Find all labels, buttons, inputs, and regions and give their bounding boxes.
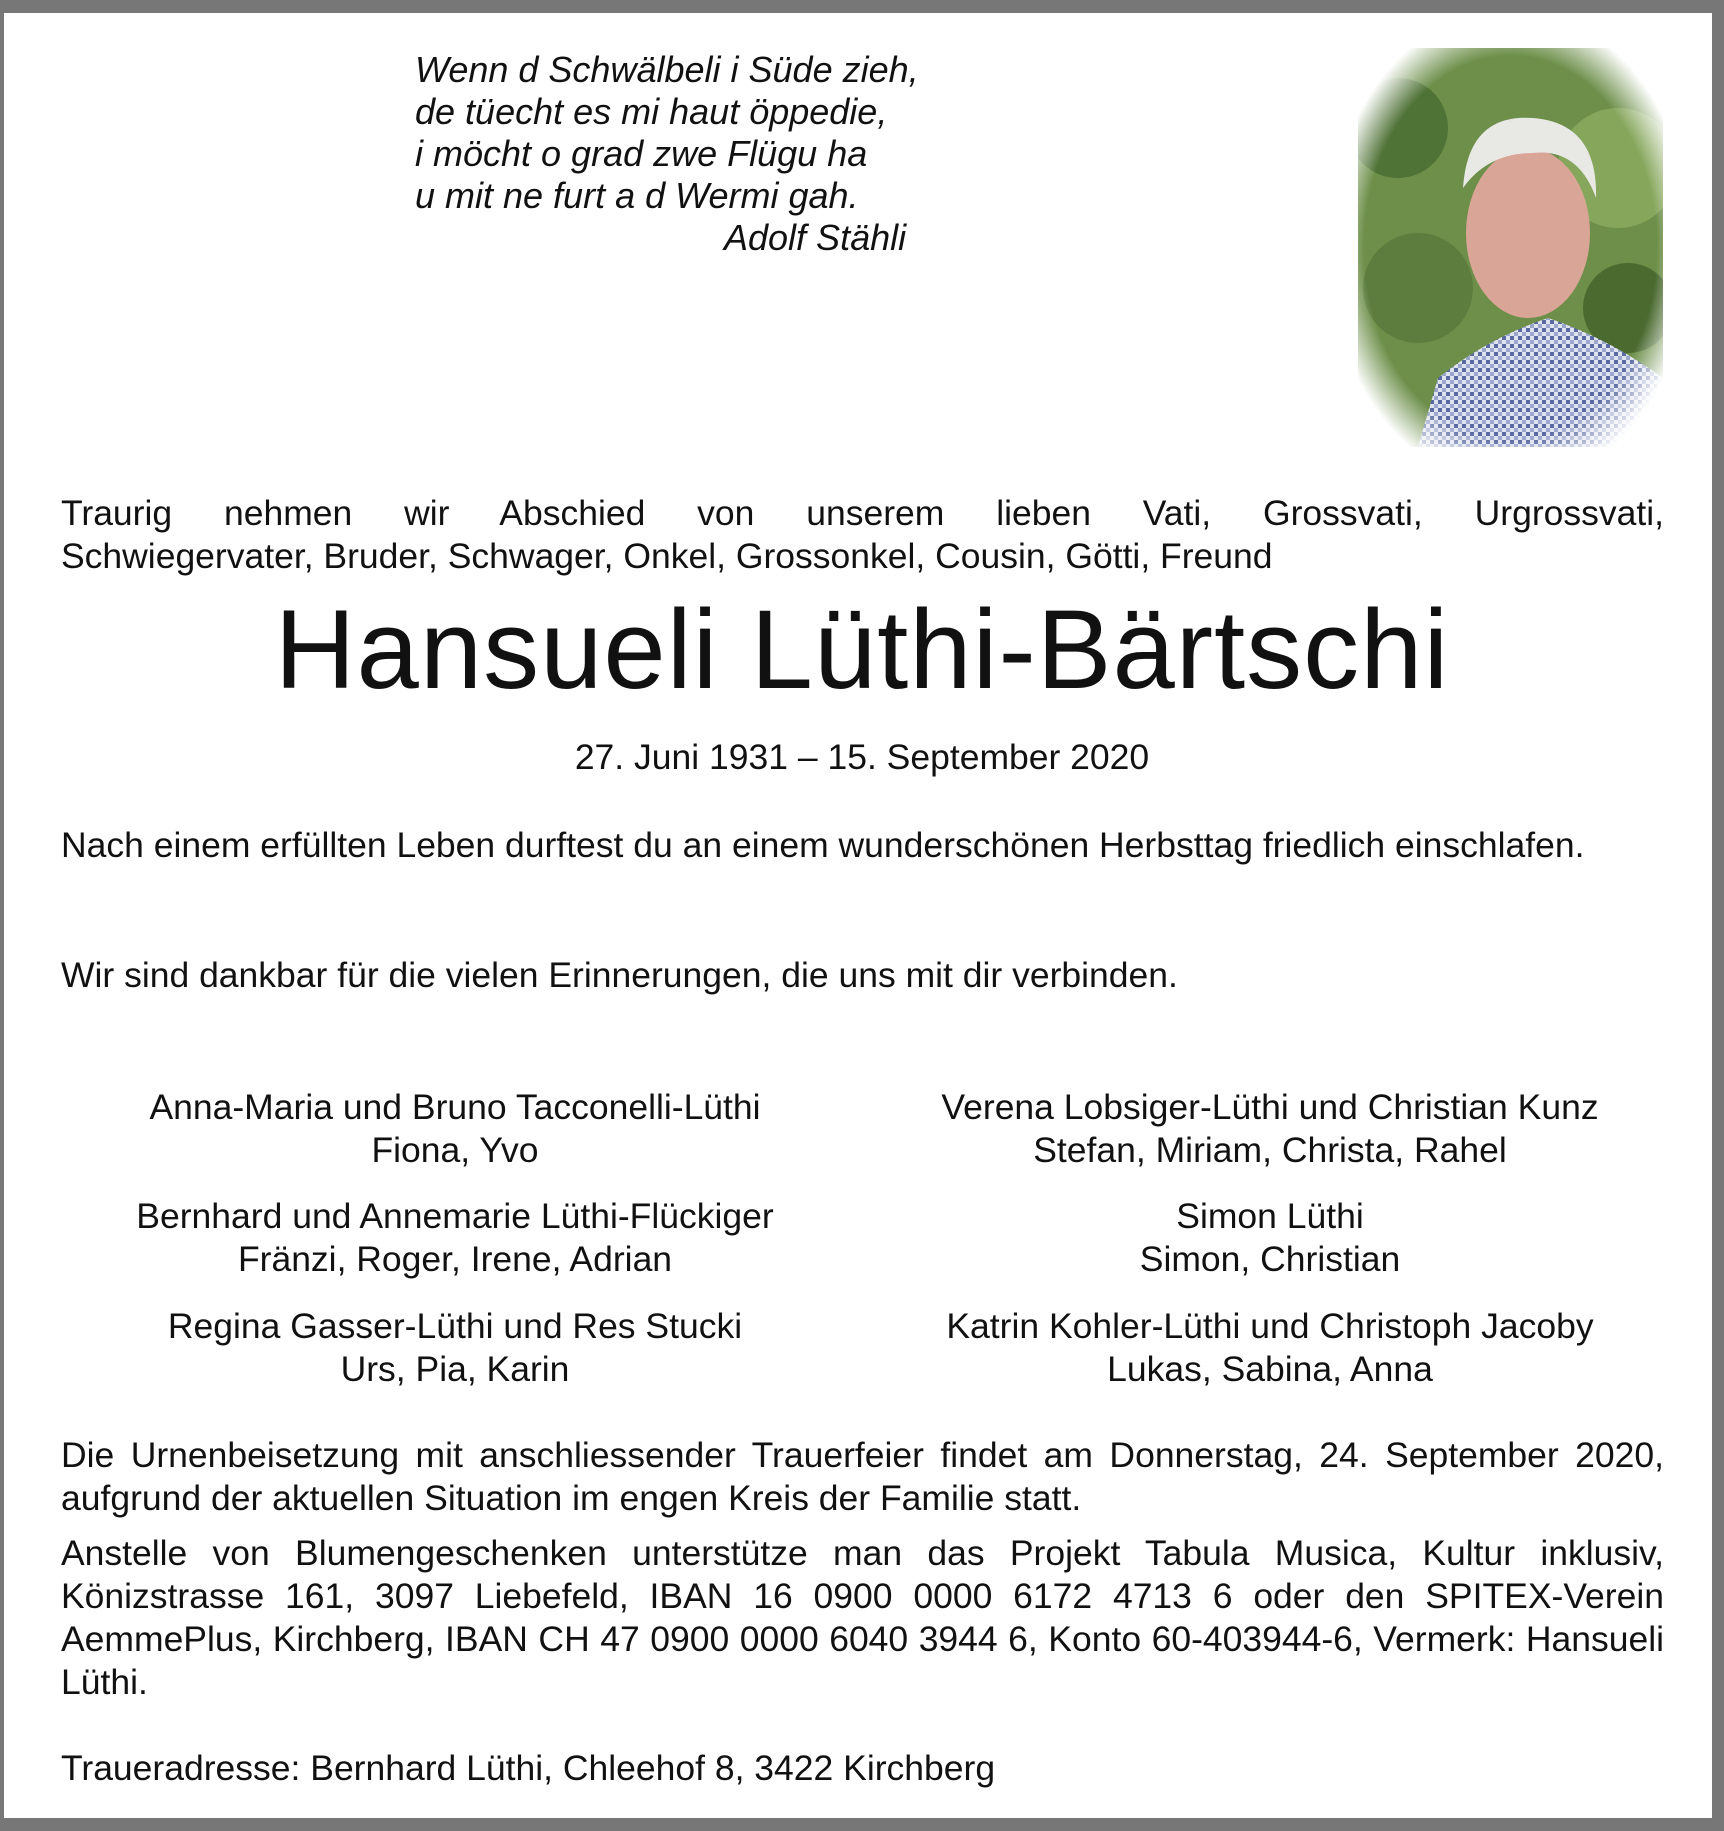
family-names: Regina Gasser-Lüthi und Res Stucki [167,1306,743,1346]
deceased-name: Hansueli Lüthi-Bärtschi [274,587,1450,712]
family-names: Bernhard und Annemarie Lüthi-Flückiger [136,1196,774,1236]
life-dates: 27. Juni 1931 – 15. September 2020 [574,737,1150,777]
poem-line: i möcht o grad zwe Flügu ha [415,133,868,174]
intro-line-2: Schwiegervater, Bruder, Schwager, Onkel, Grossonkel, Cousin, Götti, Freund [61,536,1273,576]
ceremony-info: Die Urnenbeisetzung mit anschliessender Trauerfeier findet am Donnerstag, 24. September 2020, aufgrund der aktuellen Situation im engen Kreis der Familie statt. [61,1435,1664,1518]
poem-line: de tüecht es mi haut öppedie, [415,91,888,132]
family-entry [55,1305,855,1391]
mourning-address: Traueradresse: Bernhard Lüthi, Chleehof 8, 3422 Kirchberg [61,1748,996,1788]
family-names: Verena Lobsiger-Lüthi und Christian Kunz [941,1087,1599,1127]
poem [415,49,919,259]
family-names: Anna-Maria und Bruno Tacconelli-Lüthi [149,1087,761,1127]
family-entry [870,1195,1670,1281]
family-children: Simon, Christian [1139,1239,1401,1279]
family-entry [55,1195,855,1281]
poem-line: Wenn d Schwälbeli i Süde zieh, [415,49,919,90]
family-children: Lukas, Sabina, Anna [1107,1349,1433,1389]
poem-line: u mit ne furt a d Wermi gah. [415,175,859,216]
family-entry [870,1305,1670,1391]
portrait-photo [1358,48,1663,447]
family-entry [55,1086,855,1172]
obituary-page [4,13,1712,1818]
family-children: Urs, Pia, Karin [340,1349,570,1389]
poem-author: Adolf Stähli [724,217,907,258]
family-children: Fiona, Yvo [371,1130,539,1170]
family-names: Simon Lüthi [1176,1196,1364,1236]
intro-line-1: Traurig nehmen wir Abschied von unserem lieben Vati, Grossvati, Urgrossvati, [61,493,1664,533]
text-peaceful: Nach einem erfüllten Leben durftest du an einem wunderschönen Herbsttag friedlich einschlafen. [61,825,1585,865]
family-children: Fränzi, Roger, Irene, Adrian [237,1239,673,1279]
family-entry [870,1086,1670,1172]
family-children: Stefan, Miriam, Christa, Rahel [1033,1130,1507,1170]
text-grateful: Wir sind dankbar für die vielen Erinnerungen, die uns mit dir verbinden. [61,955,1178,995]
donation-info: Anstelle von Blumengeschenken unterstütze man das Projekt Tabula Musica, Kultur inklusiv, Könizstrasse 161, 3097 Liebefeld, IBAN 16 0900 0000 6172 4713 6 oder den SPITEX-Verein AemmePlus, Kirchberg, IBAN CH 47 0900 0000 6040 3944 6, Konto 60-403944-6, Vermerk: Hansueli Lüthi. [61,1533,1664,1702]
family-names: Katrin Kohler-Lüthi und Christoph Jacoby [946,1306,1594,1346]
